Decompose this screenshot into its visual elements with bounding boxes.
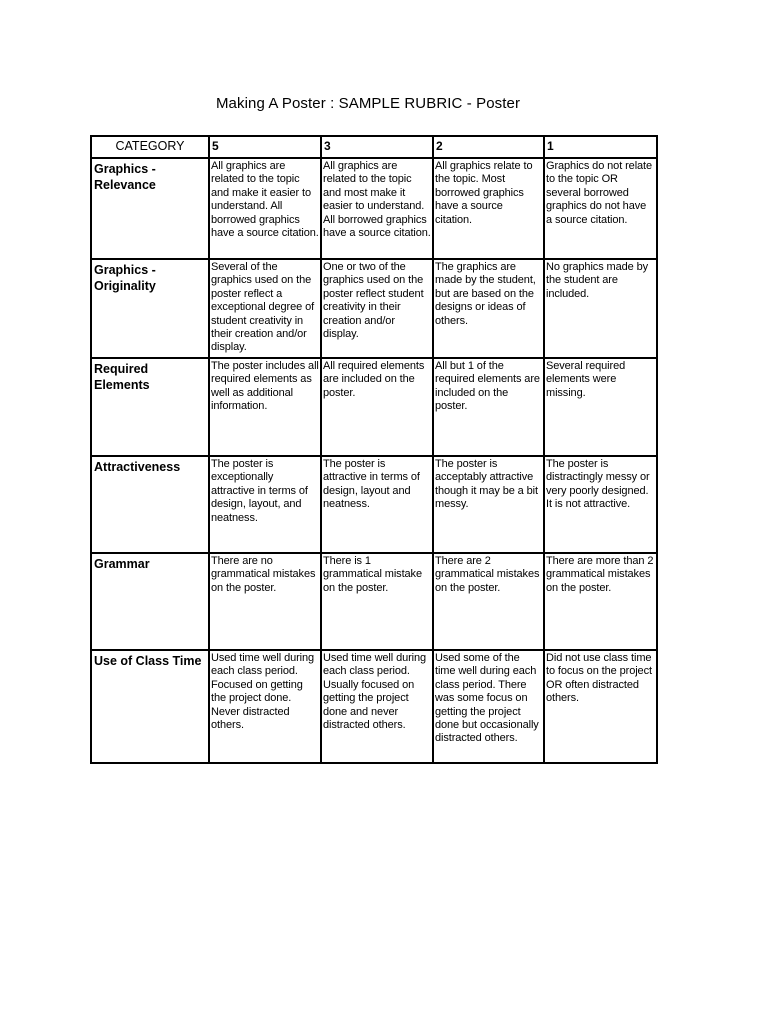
header-score-2: 2 (433, 136, 544, 158)
score-2-cell: There are 2 grammatical mistakes on the poster. (433, 553, 544, 650)
score-3-cell: One or two of the graphics used on the poster reflect student creativity in their creation and/or display. (321, 259, 433, 358)
header-score-3: 3 (321, 136, 433, 158)
score-2-cell: The graphics are made by the student, but are based on the designs or ideas of others. (433, 259, 544, 358)
score-1-cell: Graphics do not relate to the topic OR several borrowed graphics do not have a source citation. (544, 158, 657, 259)
category-label: Graphics - Relevance (91, 158, 209, 259)
table-row (91, 259, 657, 358)
table-row (91, 553, 657, 650)
score-5-cell: There are no grammatical mistakes on the poster. (209, 553, 321, 650)
score-5-cell: The poster includes all required elements as well as additional information. (209, 358, 321, 456)
score-5-cell: Several of the graphics used on the poster reflect a exceptional degree of student creativity in their creation and/or display. (209, 259, 321, 358)
table-row (91, 158, 657, 259)
score-3-cell: All graphics are related to the topic and most make it easier to understand. All borrowed graphics have a source citation. (321, 158, 433, 259)
header-score-5: 5 (209, 136, 321, 158)
score-1-cell: There are more than 2 grammatical mistakes on the poster. (544, 553, 657, 650)
score-1-cell: Several required elements were missing. (544, 358, 657, 456)
header-row (91, 136, 657, 158)
header-score-1: 1 (544, 136, 657, 158)
table-row (91, 456, 657, 553)
score-2-cell: All but 1 of the required elements are included on the poster. (433, 358, 544, 456)
score-1-cell: No graphics made by the student are included. (544, 259, 657, 358)
rubric-table (90, 135, 658, 764)
category-label: Use of Class Time (91, 650, 209, 763)
score-1-cell: The poster is distractingly messy or very poorly designed. It is not attractive. (544, 456, 657, 553)
table-row (91, 358, 657, 456)
score-2-cell: Used some of the time well during each class period. There was some focus on getting the project done but occasionally distracted others. (433, 650, 544, 763)
category-label: Grammar (91, 553, 209, 650)
table-row (91, 650, 657, 763)
score-3-cell: There is 1 grammatical mistake on the poster. (321, 553, 433, 650)
category-label: Required Elements (91, 358, 209, 456)
category-label: Graphics - Originality (91, 259, 209, 358)
page-title: Making A Poster : SAMPLE RUBRIC - Poster (215, 95, 521, 112)
score-3-cell: Used time well during each class period. Usually focused on getting the project done and never distracted others. (321, 650, 433, 763)
score-5-cell: All graphics are related to the topic and make it easier to understand. All borrowed graphics have a source citation. (209, 158, 321, 259)
score-2-cell: The poster is acceptably attractive though it may be a bit messy. (433, 456, 544, 553)
score-3-cell: The poster is attractive in terms of design, layout and neatness. (321, 456, 433, 553)
category-label: Attractiveness (91, 456, 209, 553)
score-1-cell: Did not use class time to focus on the project OR often distracted others. (544, 650, 657, 763)
score-5-cell: The poster is exceptionally attractive in terms of design, layout, and neatness. (209, 456, 321, 553)
score-5-cell: Used time well during each class period. Focused on getting the project done. Never distracted others. (209, 650, 321, 763)
score-2-cell: All graphics relate to the topic. Most borrowed graphics have a source citation. (433, 158, 544, 259)
header-category: CATEGORY (91, 136, 209, 158)
score-3-cell: All required elements are included on the poster. (321, 358, 433, 456)
